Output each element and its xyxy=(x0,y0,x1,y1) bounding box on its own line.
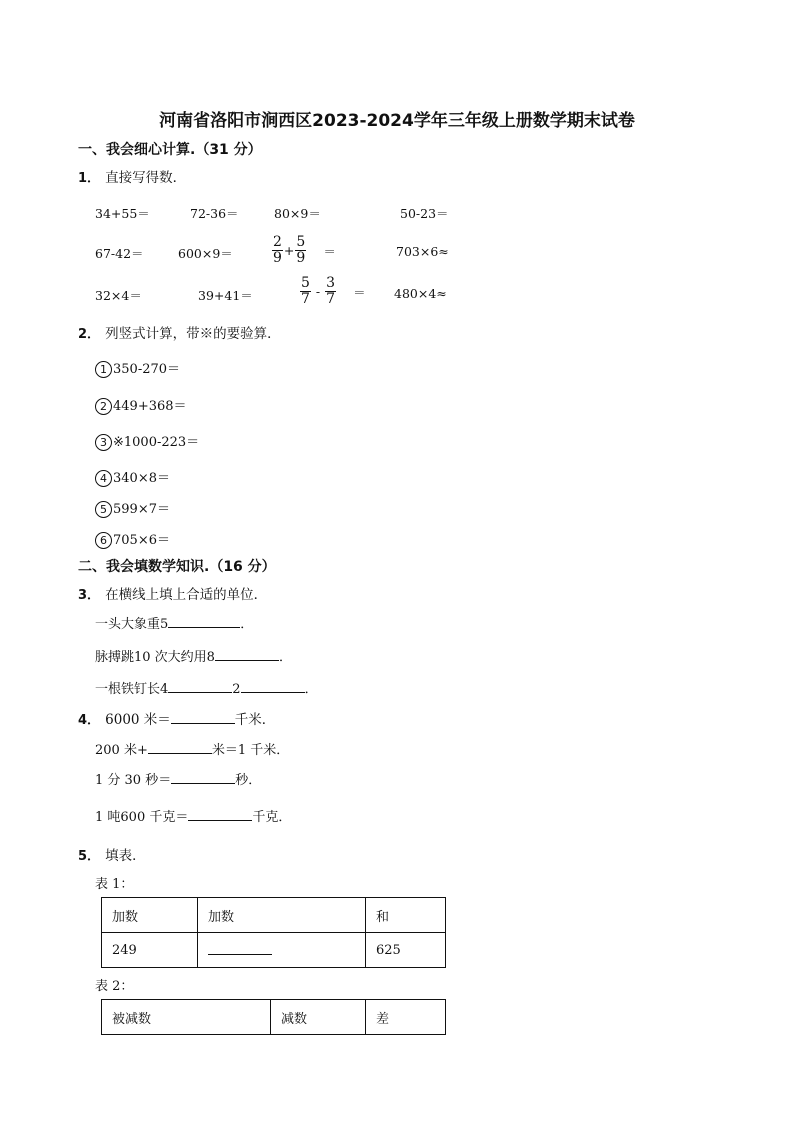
circled-number: 4 xyxy=(95,470,112,487)
table-header-cell: 被减数 xyxy=(102,1000,271,1035)
list-item: 5 599×7＝ xyxy=(95,498,170,518)
table-caption: 表 2： xyxy=(95,979,134,994)
table-header-cell: 减数 xyxy=(271,1000,366,1035)
question-text: 列竖式计算，带※的要验算． xyxy=(105,326,281,342)
circled-number: 3 xyxy=(95,434,112,451)
fraction: $\frac{2}{9}$ xyxy=(273,234,282,266)
answer-blank[interactable] xyxy=(241,680,305,693)
table-cell: 625 xyxy=(366,933,446,968)
answer-blank[interactable] xyxy=(215,648,279,661)
list-item: 6 705×6＝ xyxy=(95,529,170,549)
list-item: 1 350-270＝ xyxy=(95,358,180,378)
table-row xyxy=(102,1000,446,1035)
data-table-2 xyxy=(101,999,446,1035)
table-header-cell: 加数 xyxy=(102,898,198,933)
answer-blank[interactable] xyxy=(171,771,235,784)
table-cell xyxy=(198,933,366,968)
question-number: 3． xyxy=(78,588,101,603)
fraction-expression: $\frac{2}{9}$ + $\frac{5}{9}$ ＝ xyxy=(273,234,336,266)
question-text: 填表． xyxy=(105,848,146,864)
fraction-expression: $\frac{5}{7}$ - $\frac{3}{7}$ ＝ xyxy=(301,275,366,307)
answer-blank[interactable] xyxy=(188,808,252,821)
calc-item: 50-23＝ xyxy=(400,206,449,221)
answer-blank[interactable] xyxy=(148,741,212,754)
table-caption: 表 1： xyxy=(95,877,134,892)
circled-number: 1 xyxy=(95,361,112,378)
question-number: 4． xyxy=(78,713,101,728)
answer-blank[interactable] xyxy=(208,942,272,955)
fill-line: 1 分 30 秒＝ 秒． xyxy=(95,773,262,788)
question-number: 1． xyxy=(78,171,101,186)
table-header-cell: 差 xyxy=(366,1000,446,1035)
circled-number: 2 xyxy=(95,398,112,415)
question-text: 在横线上填上合适的单位． xyxy=(105,587,268,603)
table-cell: 249 xyxy=(102,933,198,968)
answer-blank[interactable] xyxy=(171,711,235,724)
section-heading-2: 二、我会填数学知识.（16 分） xyxy=(78,559,276,575)
calc-item: 600×9＝ xyxy=(178,246,233,261)
calc-item: 703×6≈ xyxy=(396,244,449,259)
list-item: 4 340×8＝ xyxy=(95,467,170,487)
table-header-cell: 和 xyxy=(366,898,446,933)
answer-blank[interactable] xyxy=(168,615,240,628)
question-3 xyxy=(78,583,267,603)
fill-line: 脉搏跳10 次大约用8 ． xyxy=(95,650,292,665)
fill-line: 200 米+ 米＝1 千米． xyxy=(95,743,290,758)
list-item: 3 ※1000-223＝ xyxy=(95,431,199,451)
question-text: 直接写得数． xyxy=(105,170,187,186)
calc-item: 39+41＝ xyxy=(198,288,253,303)
question-1 xyxy=(78,166,186,186)
question-number: 5． xyxy=(78,849,101,864)
fraction: $\frac{5}{7}$ xyxy=(301,275,310,307)
data-table-1 xyxy=(101,897,446,968)
fill-line: 一根铁钉长4 2 ． xyxy=(95,682,318,697)
section-heading-1: 一、我会细心计算.（31 分） xyxy=(78,142,262,158)
question-2 xyxy=(78,322,281,342)
circled-number: 6 xyxy=(95,532,112,549)
list-item: 2 449+368＝ xyxy=(95,395,187,415)
calc-item: 32×4＝ xyxy=(95,288,142,303)
calc-item: 80×9＝ xyxy=(274,206,321,221)
calc-item: 34+55＝ xyxy=(95,206,150,221)
question-5 xyxy=(78,844,146,864)
table-row xyxy=(102,898,446,933)
fraction: $\frac{5}{9}$ xyxy=(296,234,306,266)
page-title: 河南省洛阳市涧西区2023-2024学年三年级上册数学期末试卷 xyxy=(159,111,635,131)
question-4: 4． 6000 米＝ 千米． xyxy=(78,712,276,728)
fill-line: 1 吨600 千克＝ 千克． xyxy=(95,810,292,825)
circled-number: 5 xyxy=(95,501,112,518)
question-number: 2． xyxy=(78,327,101,342)
table-header-cell: 加数 xyxy=(198,898,366,933)
answer-blank[interactable] xyxy=(168,680,232,693)
table-row xyxy=(102,933,446,968)
fill-line: 一头大象重5 ． xyxy=(95,617,254,632)
calc-item: 67-42＝ xyxy=(95,246,144,261)
calc-item: 72-36＝ xyxy=(190,206,239,221)
fraction: $\frac{3}{7}$ xyxy=(326,275,336,307)
calc-item: 480×4≈ xyxy=(394,286,447,301)
